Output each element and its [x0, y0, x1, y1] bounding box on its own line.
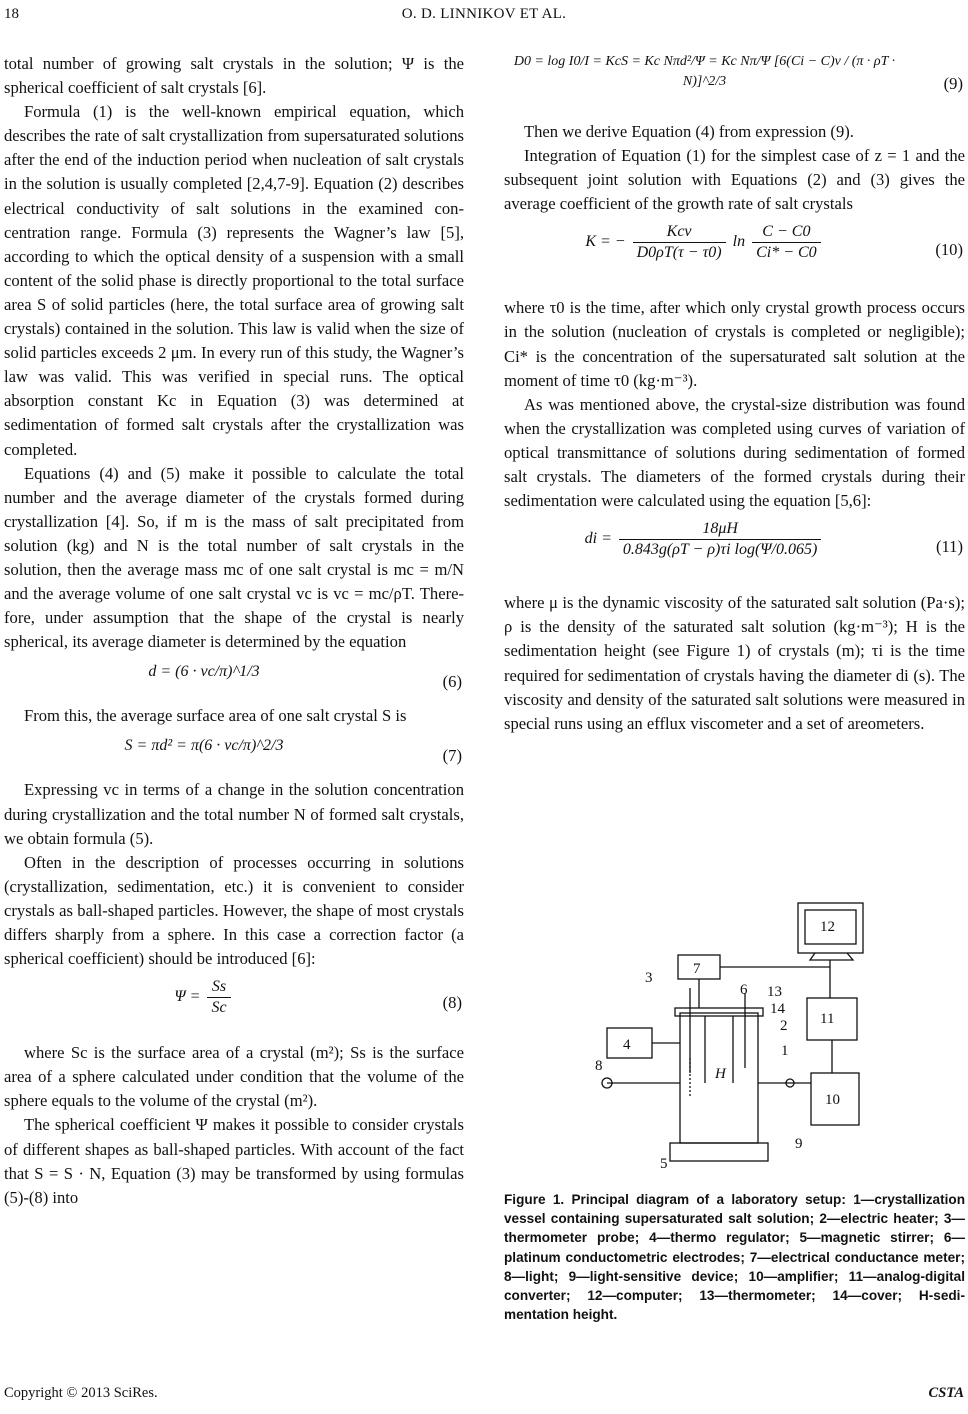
equation-8 — [4, 977, 464, 1035]
equation-number: (10) — [935, 240, 963, 260]
fraction — [207, 977, 230, 1018]
label-11: 11 — [820, 1011, 835, 1027]
paragraph: From this, the average surface area of one salt crystal S is — [24, 706, 407, 726]
equation-number: (6) — [442, 672, 462, 692]
fraction — [752, 222, 821, 263]
page-header — [0, 6, 968, 28]
paragraph: Equations (4) and (5) make it possible to calculate the total number and the average diameter of the crystals formed during crystallization [4]. So, if m is the mass of salt precipitated from solution (kg) and N is the total number of salt crystals in the solution, then the average mass mc of one salt crystal is mc = m/N and the average volume of one salt crystal vc is vc = mc/ρT. Therefore, under assumption that the shape of the crystal is nearly spherical, its average diameter is determined by the equation — [4, 463, 464, 652]
label-12: 12 — [820, 919, 835, 935]
denominator: Sc — [211, 999, 227, 1017]
paragraph: Formula (1) is the well-known empirical equation, which describes the rate of salt crystallization from supersaturated solutions after the end of the induction period when nucleation of salt crystals in the solution is usually completed [2,4,7-9]. Equation (2) describes electrical conductivity of salt solutions in the examined concentration range. Formula (3) represents the Wagner’s law [5], according to which the optical density of a suspension with a small content of the solid phase is directly proportional to the total surface area S of solid particles (here, the total surface area of growing salt crystals) contained in the solution. This law is valid when the size of solid particles exceeds 2 μm. In every run of this study, the Wagner’s law was valid. This was verified in special runs. The optical absorption constant Kc in Equation (3) was determined at sedimentation of formed salt crystals after the crystallization was completed. — [4, 102, 464, 459]
equation-number: (11) — [935, 537, 963, 557]
paragraph: Then we derive Equation (4) from expression (9). — [524, 122, 854, 141]
label-6: 6 — [740, 982, 748, 998]
equation-body — [4, 977, 404, 1018]
copyright: Copyright © 2013 SciRes. — [4, 1385, 158, 1401]
page-number: 18 — [4, 6, 19, 22]
paragraph: The spherical coefficient Ψ makes it possible to consider crystals of different shapes as ball-shaped particles. With account of the fact that S = S · N, Equation (3) may be transformed by using formulas (5)-(8) into — [4, 1115, 464, 1207]
numerator: Ss — [207, 977, 230, 998]
label-13: 13 — [767, 984, 782, 1000]
label-5: 5 — [660, 1156, 668, 1172]
eq-lhs: Ψ = — [174, 988, 201, 1006]
paragraph: where μ is the dynamic viscosity of the saturated salt solution (Pa·s); ρ is the density of the saturated salt solution (kg·m⁻³); H is the sedimentation height (see Figure 1) of crystals (m); τi is the time required for sedimentation of crystals having the diameter di (s). The viscosity and density of the saturated salt solutions were measured in special runs using an efflux viscometer and a set of areometers. — [504, 593, 965, 733]
numerator: 18μH — [619, 519, 821, 540]
paragraph: Expressing vc in terms of a change in the solution concentration during crystallization and the total number N of formed salt crystals, we obtain formula (5). — [4, 780, 464, 848]
denominator: D0ρT(τ − τ0) — [636, 244, 722, 262]
paragraph: where Sc is the surface area of a crystal (m²); Ss is the surface area of a sphere calculated under condition that the volume of the sphere equals to the volume of the crystal (m²). — [4, 1043, 464, 1111]
label-2: 2 — [780, 1018, 788, 1034]
denominator: 0.843g(ρT − ρ)τi log(Ψ/0.065) — [622, 541, 818, 559]
label-9: 9 — [795, 1136, 803, 1152]
equation-body: S = πd² = π(6 · vc/π)^2/3 — [124, 737, 284, 755]
numerator: C − C0 — [752, 222, 821, 243]
numerator: Kcv — [633, 222, 726, 243]
denominator: Ci* − C0 — [756, 244, 817, 262]
label-H: H — [715, 1066, 726, 1082]
equation-7 — [4, 734, 464, 772]
computer-stand — [810, 953, 853, 960]
paragraph: where τ0 is the time, after which only crystal growth process occurs in the solution (nucleation of crystals is completed or negligible); Ci* is the concentration of the supersaturated salt solution at the moment of time τ0 (kg·m⁻³). — [504, 298, 965, 390]
figure-caption: Figure 1. Principal diagram of a laboratory setup: 1—crystallization vessel containing supersaturated salt solution; 2—electric heater; 3—thermometer probe; 4—thermo regulator; 5—magnetic stirrer; 6—platinum conductometric electrodes; 7—electrical conductance meter; 8—light; 9—light-sensitive device; 10—amplifier; 11—analog-digital converter; 12—computer; 13—thermometer; 14—cover; H-sedimentation height. — [504, 1192, 965, 1323]
label-8: 8 — [595, 1058, 603, 1074]
paragraph: As was mentioned above, the crystal-size distribution was found when the crystallization was completed using curves of variation of optical transmittance of solutions during sedimentation of formed salt crystals. The diameters of the formed crystals during their sedimentation were calculated using the equation [5,6]: — [504, 394, 965, 511]
vessel-cover — [675, 1008, 763, 1016]
fraction — [619, 519, 821, 560]
equation-11 — [504, 519, 965, 585]
paragraph: Integration of Equation (1) for the simplest case of z = 1 and the subsequent joint solution with Equations (2) and (3) gives the average coefficient of the growth rate of salt crystals — [504, 146, 965, 214]
label-14: 14 — [770, 1001, 785, 1017]
paragraph: Often in the description of processes occurring in solutions (crystallization, sedimentation, etc.) it is convenient to consider crystals as ball-shaped particles. However, the shape of most crystals differs sharply from a sphere. In this case a correction factor (a spherical coefficient) should be introduced [6]: — [4, 852, 464, 969]
right-column — [504, 52, 965, 736]
setup-diagram — [585, 898, 885, 1178]
magnetic-stirrer — [670, 1143, 768, 1161]
equation-number: (9) — [943, 74, 963, 93]
journal-name: CSTA — [928, 1385, 964, 1401]
equation-number: (7) — [442, 746, 462, 766]
equation-9 — [504, 52, 965, 114]
eq-lhs: K = − — [585, 233, 626, 251]
paragraph: total number of growing salt crystals in the solution; Ψ is the spherical coefficient of salt crystals [6]. — [4, 54, 464, 98]
left-column — [4, 52, 464, 1210]
equation-10 — [504, 222, 965, 290]
fraction — [633, 222, 726, 263]
equation-body: D0 = log I0/I = KcS = Kc Nπd²/Ψ = Kc Nπ/Ψ [6(Ci − C)v / (π · ρT · N)]^2/3 — [513, 54, 896, 89]
label-10: 10 — [825, 1092, 840, 1108]
running-head: O. D. LINNIKOV ET AL. — [401, 6, 567, 22]
label-4: 4 — [623, 1037, 631, 1053]
eq-lhs: di = — [584, 530, 612, 548]
equation-6 — [4, 660, 464, 698]
equation-body — [504, 222, 905, 263]
equation-number: (8) — [442, 993, 462, 1013]
label-1: 1 — [781, 1043, 789, 1059]
label-3: 3 — [645, 970, 653, 986]
label-7: 7 — [693, 961, 701, 977]
equation-body — [504, 519, 905, 560]
ln-operator: ln — [732, 233, 746, 251]
equation-body: d = (6 · vc/π)^1/3 — [148, 663, 260, 681]
